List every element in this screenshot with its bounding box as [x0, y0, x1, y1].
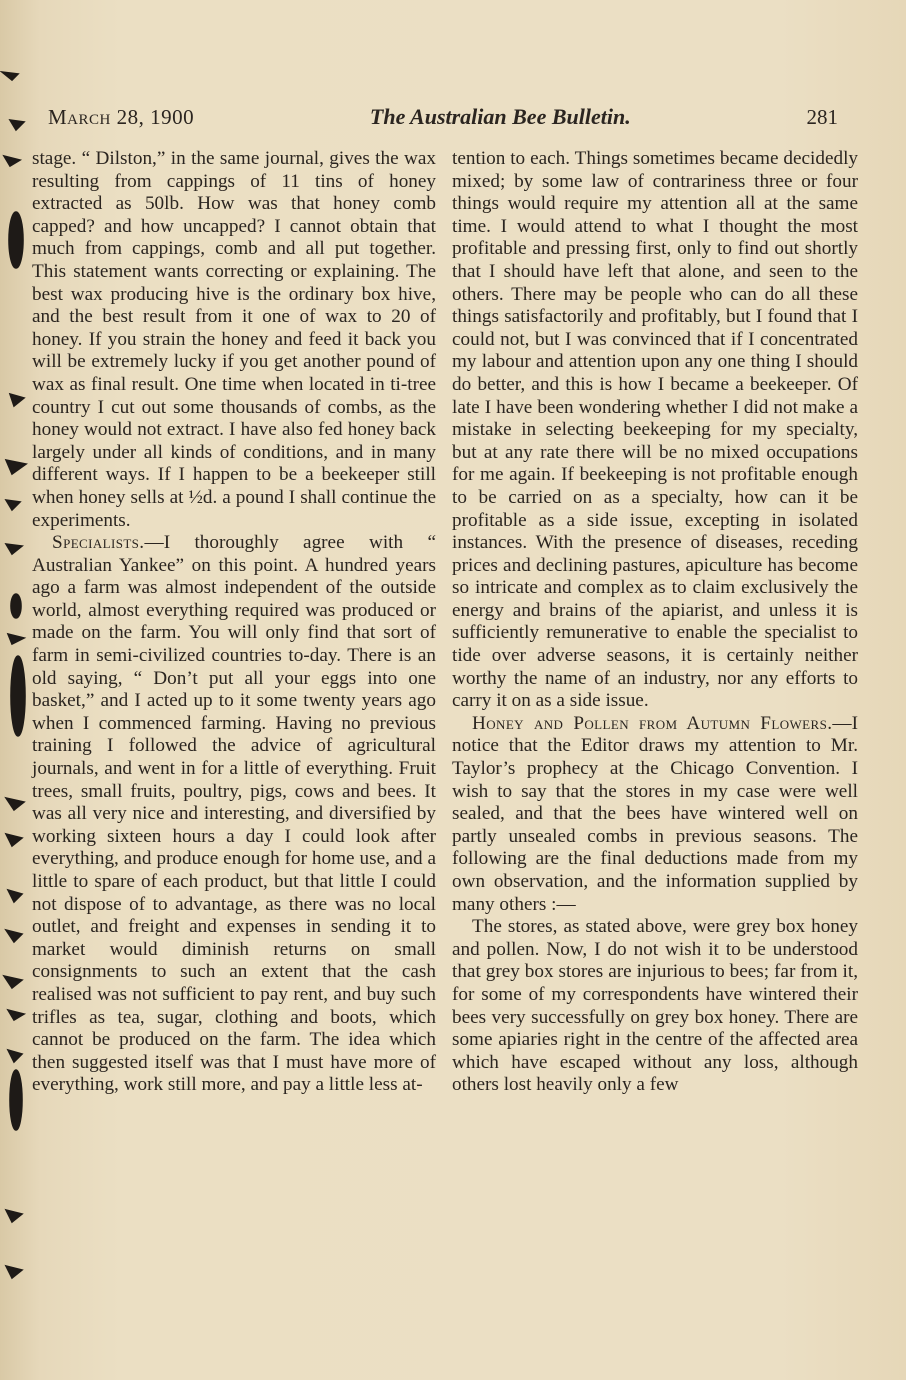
right-paragraph-2 [452, 713, 858, 916]
section-heading-specialists: Specialists. [52, 532, 145, 554]
page-number: 281 [806, 105, 838, 129]
binding-stitch-marks [0, 60, 30, 1350]
section-heading-honey-pollen: Honey and Pollen from Autumn Flowers. [472, 712, 833, 734]
left-paragraph-1: stage. “ Dilston,” in the same journal, gives the wax resulting from cappings of 11 tins of honey extracted as 50lb. How was that honey comb capped? and how uncapped? I cannot obtain that much from cappings, comb and all put together. This statement wants correcting or explaining. The best wax producing hive is the ordinary box hive, and the best result from it one of wax to 20 of honey. If you strain the honey and feed it back you will be extremely lucky if you get another pound of wax as final result. One time when located in ti-tree country I cut out some thousands of combs, as the honey would not extract. I have also fed honey back largely under all kinds of conditions, and in many different ways. If I happen to be a beekeeper still when honey sells at ½d. a pound I shall continue the experiments. [32, 148, 436, 531]
right-paragraph-3: The stores, as stated above, were grey box honey and pollen. Now, I do not wish it to be understood that grey box stores are injurious to bees; far from it, for some of my correspondents have wintered their bees very successfully on grey box honey. There are some apiaries right in the centre of the affected area which have escaped without any loss, although others lost heavily only a few [452, 916, 858, 1096]
issue-date: March 28, 1900 [48, 105, 195, 129]
right-paragraph-1: tention to each. Things sometimes became decidedly mixed; by some law of contrariness three or four things would require my attention all at the same time. I would attend to what I thought the most profitable and pressing first, only to find out shortly that I should have left that alone, and seen to the others. There may be people who can do all these things satisfactorily and profitably, but I found that I could not, but I was convinced that if I concentrated my labour and attention upon any one thing I should do better, and this is how I became a beekeeper. Of late I have been wondering whether I did not make a mistake in selecting beekeeping for my specialty, but at any rate there will be no mixed occupations for me again. If beekeeping is not profitable enough to be carried on as a specialty, how can it be profitable as a side issue, excepting in isolated instances. With the presence of diseases, receding prices and declining pastures, apiculture has become so intricate and complex as to claim exclusively the energy and brains of the apiarist, and unless it is sufficiently remunerative to enable the specialist to tide over adverse seasons, it is certainly neither worthy the name of an industry, nor any efforts to carry it on as a side issue. [452, 148, 858, 712]
right-column [452, 148, 858, 1338]
right-paragraph-2-text: —I notice that the Editor draws my attention to Mr. Taylor’s prophecy at the Chicago Convention. I wish to say that the stores in my case were well sealed, and that the bees have wintered well on partly unsealed combs in previous seasons. The following are the final deductions made from my own observation, and the information supplied by many others :— [452, 712, 858, 915]
left-paragraph-2 [32, 532, 436, 1097]
publication-title: The Australian Bee Bulletin. [369, 104, 631, 129]
left-paragraph-2-text: —I thoroughly agree with “ Australian Yankee” on this point. A hundred years ago a farm was almost independent of the outside world, almost everything required was produced or made on the farm. You will only find that sort of farm in semi-civilized countries to-day. There is an old saying, “ Don’t put all your eggs into one basket,” and I acted up to it some twenty years ago when I commenced farming. Having no previous training I followed the advice of agricultural journals, and went in for a little of everything. Fruit trees, small fruits, poultry, pigs, cows and bees. It was all very nice and interesting, and diversified by working sixteen hours a day I could look after everything, and produce enough for home use, and a little to spare of each product, but that little I could not dispose of to advantage, as there was no local outlet, and freight and expenses in sending it to market would diminish returns on small consignments to such an extent that the cash realised was not sufficient to pay rent, and buy such trifles as tea, sugar, clothing and boots, which cannot be produced on the farm. The idea which then suggested itself was that I must have more of everything, work still more, and pay a little less at- [32, 532, 436, 1096]
running-header [48, 104, 838, 134]
left-column [32, 148, 436, 1338]
